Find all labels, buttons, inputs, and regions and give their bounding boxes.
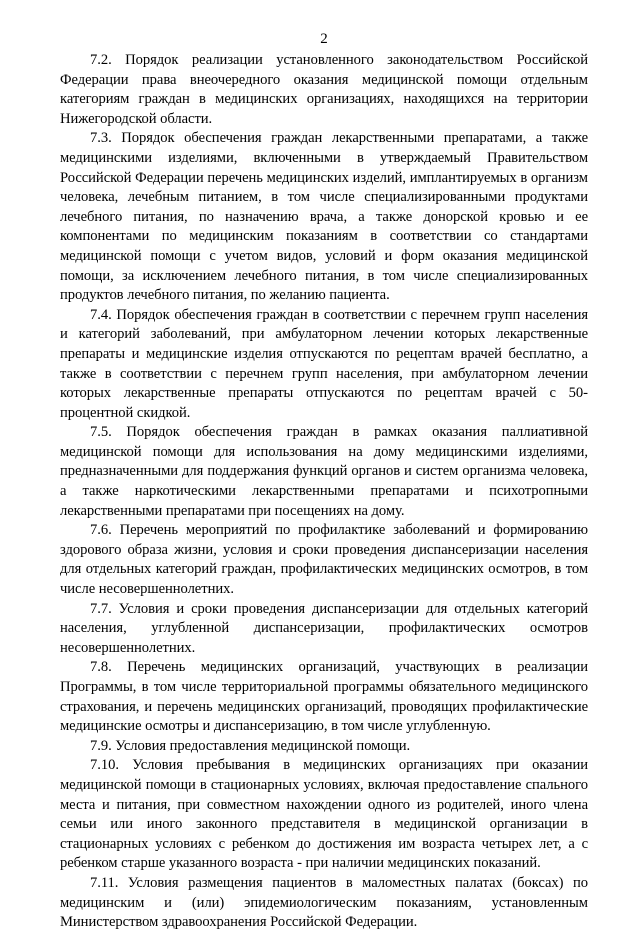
paragraph-7-6: 7.6. Перечень мероприятий по профилактике заболеваний и формированию здорового образа жизни, условия и сроки проведения диспансеризации населения для отдельных категорий граждан, профилактических медицинских осмотров, в том числе несовершеннолетних. [60, 522, 588, 598]
paragraph-7-8: 7.8. Перечень медицинских организаций, участвующих в реализации Программы, в том числе территориальной программы обязательного медицинского страхования, и перечень медицинских организаций, проводящих профилактические медицинские осмотры и диспансеризацию, в том числе углубленную. [60, 659, 588, 735]
paragraph-7-9: 7.9. Условия предоставления медицинской помощи. [90, 737, 411, 754]
paragraph-7-10: 7.10. Условия пребывания в медицинских организациях при оказании медицинской помощи в стационарных условиях, включая предоставление спального места и питания, при совместном нахождении одного из родителей, иного члена семьи или иного законного представителя в медицинской организации в стационарных условиях с ребенком до достижения им возраста четырех лет, а с ребенком старше указанного возраста - при наличии медицинских показаний. [60, 757, 588, 872]
paragraph-7-7: 7.7. Условия и сроки проведения диспансеризации для отдельных категорий населения, углубленной диспансеризации, профилактических осмотров несовершеннолетних. [60, 600, 588, 656]
paragraph-7-5: 7.5. Порядок обеспечения граждан в рамках оказания паллиативной медицинской помощи для использования на дому медицинскими изделиями, предназначенными для поддержания функций органов и систем организма человека, а также наркотическими лекарственными препаратами и психотропными лекарственными препаратами при посещениях на дому. [60, 424, 588, 519]
page-number: 2 [320, 31, 328, 47]
paragraph-7-2: 7.2. Порядок реализации установленного законодательством Российской Федерации права внеочередного оказания медицинской помощи отдельным категориям граждан в медицинских организациях, находящихся на территории Нижегородской области. [60, 52, 588, 127]
paragraph-7-4: 7.4. Порядок обеспечения граждан в соответствии с перечнем групп населения и категорий заболеваний, при амбулаторном лечении которых лекарственные препараты и медицинские изделия отпускаются по рецептам врачей бесплатно, а также в соответствии с перечнем групп населения, при амбулаторном лечении которых лекарственные препараты отпускаются по рецептам врачей с 50-процентной скидкой. [60, 306, 588, 421]
paragraph-7-3: 7.3. Порядок обеспечения граждан лекарственными препаратами, а также медицинскими изделиями, включенными в утверждаемый Правительством Российской Федерации перечень медицинских изделий, имплантируемых в организм человека, лечебным питанием, в том числе специализированными продуктами лечебного питания, по назначению врача, а также донорской кровью и ее компонентами по медицинским показаниям в соответствии со стандартами медицинской помощи с учетом видов, условий и форм оказания медицинской помощи, за исключением лечебного питания, в том числе специализированных продуктов лечебного питания, по желанию пациента. [60, 130, 588, 304]
paragraph-7-11: 7.11. Условия размещения пациентов в маломестных палатах (боксах) по медицинским и (или) эпидемиологическим показаниям, установленным Министерством здравоохранения Российской Федерации. [60, 874, 588, 931]
